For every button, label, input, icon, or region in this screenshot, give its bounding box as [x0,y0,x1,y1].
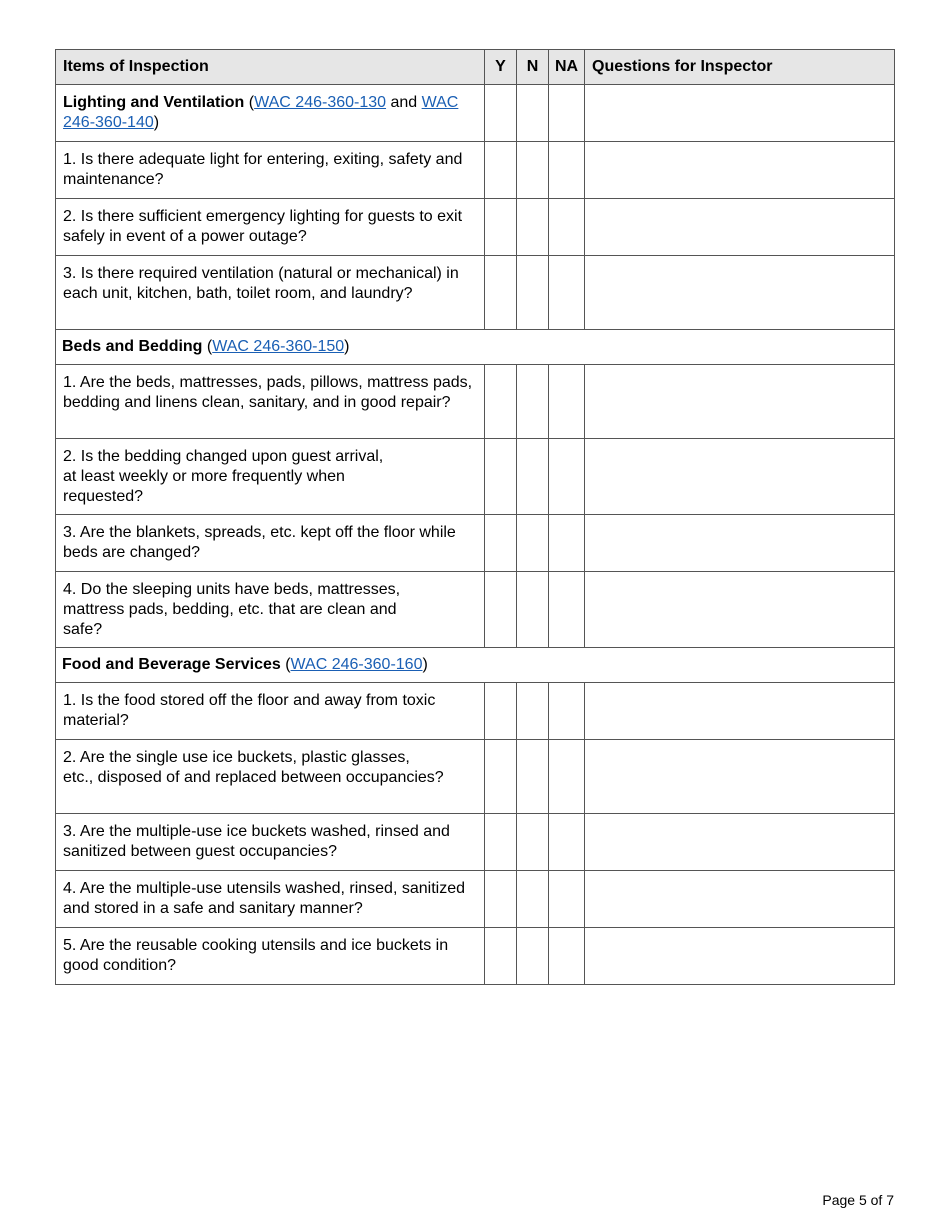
table-row [56,572,895,648]
y-cell[interactable] [485,740,517,814]
y-cell[interactable] [485,439,517,515]
y-cell[interactable] [485,871,517,928]
n-cell[interactable] [517,199,549,256]
na-cell[interactable] [549,928,585,985]
n-cell[interactable] [517,814,549,871]
item-cell [56,365,485,439]
inspection-table [55,49,895,985]
na-cell[interactable] [549,814,585,871]
refs-suffix: ) [422,656,428,673]
item-text: 5. Are the reusable cooking utensils and ice buckets in good condition? [63,937,449,974]
section-title-cell [56,85,485,142]
header-items-of-inspection: Items of Inspection [56,50,485,85]
questions-cell[interactable] [585,928,895,985]
table-row [56,740,895,814]
y-cell[interactable] [485,256,517,330]
na-cell[interactable] [549,199,585,256]
refs-suffix: ) [153,114,160,131]
table-row [56,142,895,199]
header-n: N [517,50,549,85]
na-cell[interactable] [549,871,585,928]
y-cell[interactable] [485,814,517,871]
n-cell[interactable] [517,515,549,572]
item-text: 4. Do the sleeping units have beds, mattresses, mattress pads, bedding, etc. that are clean and safe? [63,581,401,638]
item-cell [56,142,485,199]
item-cell [56,740,485,814]
item-cell [56,683,485,740]
refs-prefix: ( [285,656,291,673]
wac-link-246-360-150[interactable]: WAC 246-360-150 [212,338,345,355]
item-cell [56,928,485,985]
table-header-row [56,50,895,85]
wac-link-246-360-140[interactable]: WAC 246-360-140 [63,94,459,131]
table-row [56,515,895,572]
table-row [56,928,895,985]
item-text: 3. Is there required ventilation (natural or mechanical) in each unit, kitchen, bath, toilet room, and laundry? [63,265,459,302]
item-text: 2. Are the single use ice buckets, plastic glasses, etc., disposed of and replaced between occupancies? [63,749,444,786]
refs-prefix: ( [248,94,255,111]
questions-cell[interactable] [585,199,895,256]
refs-suffix: ) [344,338,350,355]
section-row-lighting-ventilation [56,85,895,142]
item-text: 2. Is the bedding changed upon guest arrival, at least weekly or more frequently when requested? [63,448,384,505]
section-title: Food and Beverage Services [62,656,281,673]
na-cell[interactable] [549,256,585,330]
y-cell[interactable] [485,928,517,985]
na-cell[interactable] [549,683,585,740]
questions-cell[interactable] [585,142,895,199]
questions-cell[interactable] [585,683,895,740]
section-title: Beds and Bedding [62,338,203,355]
y-cell[interactable] [485,515,517,572]
y-cell[interactable] [485,365,517,439]
questions-cell[interactable] [585,256,895,330]
n-cell[interactable] [517,928,549,985]
item-cell [56,871,485,928]
na-cell[interactable] [549,439,585,515]
header-na: NA [549,50,585,85]
wac-link-246-360-160[interactable]: WAC 246-360-160 [290,656,423,673]
questions-cell[interactable] [585,439,895,515]
inspection-checklist-page [55,49,894,985]
section-title-cell [56,330,895,365]
item-cell [56,814,485,871]
item-cell [56,572,485,648]
refs-prefix: ( [206,338,213,355]
section-row-food-beverage [56,648,895,683]
table-row [56,365,895,439]
refs-joiner: and [386,94,422,111]
y-cell[interactable] [485,199,517,256]
y-cell[interactable] [485,142,517,199]
wac-link-246-360-130[interactable]: WAC 246-360-130 [254,94,387,111]
header-y: Y [485,50,517,85]
n-cell[interactable] [517,572,549,648]
n-cell[interactable] [517,871,549,928]
questions-cell[interactable] [585,572,895,648]
n-cell[interactable] [517,365,549,439]
n-cell[interactable] [517,740,549,814]
header-questions-for-inspector: Questions for Inspector [585,50,895,85]
n-cell[interactable] [517,439,549,515]
n-cell[interactable] [517,683,549,740]
table-row [56,871,895,928]
page-number: Page 5 of 7 [822,1192,894,1208]
questions-cell[interactable] [585,740,895,814]
na-cell[interactable] [549,740,585,814]
item-cell [56,199,485,256]
na-cell[interactable] [549,142,585,199]
n-cell[interactable] [517,256,549,330]
questions-cell[interactable] [585,814,895,871]
table-row [56,256,895,330]
item-text: 2. Is there sufficient emergency lighting for guests to exit safely in event of a power outage? [63,208,463,245]
na-cell[interactable] [549,85,585,142]
item-text: 1. Are the beds, mattresses, pads, pillows, mattress pads, bedding and linens clean, sanitary, and in good repair? [63,374,473,411]
item-text: 1. Is there adequate light for entering, exiting, safety and maintenance? [63,151,463,188]
item-text: 1. Is the food stored off the floor and away from toxic material? [63,692,436,729]
item-text: 3. Are the multiple-use ice buckets washed, rinsed and sanitized between guest occupancies? [63,823,450,860]
table-row [56,439,895,515]
questions-cell[interactable] [585,365,895,439]
n-cell[interactable] [517,142,549,199]
y-cell[interactable] [485,85,517,142]
item-text: 3. Are the blankets, spreads, etc. kept off the floor while beds are changed? [63,524,456,561]
na-cell[interactable] [549,572,585,648]
item-cell [56,439,485,515]
table-row [56,814,895,871]
item-cell [56,515,485,572]
questions-cell[interactable] [585,515,895,572]
n-cell[interactable] [517,85,549,142]
questions-cell[interactable] [585,85,895,142]
item-cell [56,256,485,330]
section-title: Lighting and Ventilation [63,94,245,111]
section-title-cell [56,648,895,683]
na-cell[interactable] [549,515,585,572]
questions-cell[interactable] [585,871,895,928]
y-cell[interactable] [485,572,517,648]
y-cell[interactable] [485,683,517,740]
table-row [56,199,895,256]
na-cell[interactable] [549,365,585,439]
item-text: 4. Are the multiple-use utensils washed, rinsed, sanitized and stored in a safe and sanitary manner? [63,880,465,917]
section-row-beds-bedding [56,330,895,365]
table-row [56,683,895,740]
